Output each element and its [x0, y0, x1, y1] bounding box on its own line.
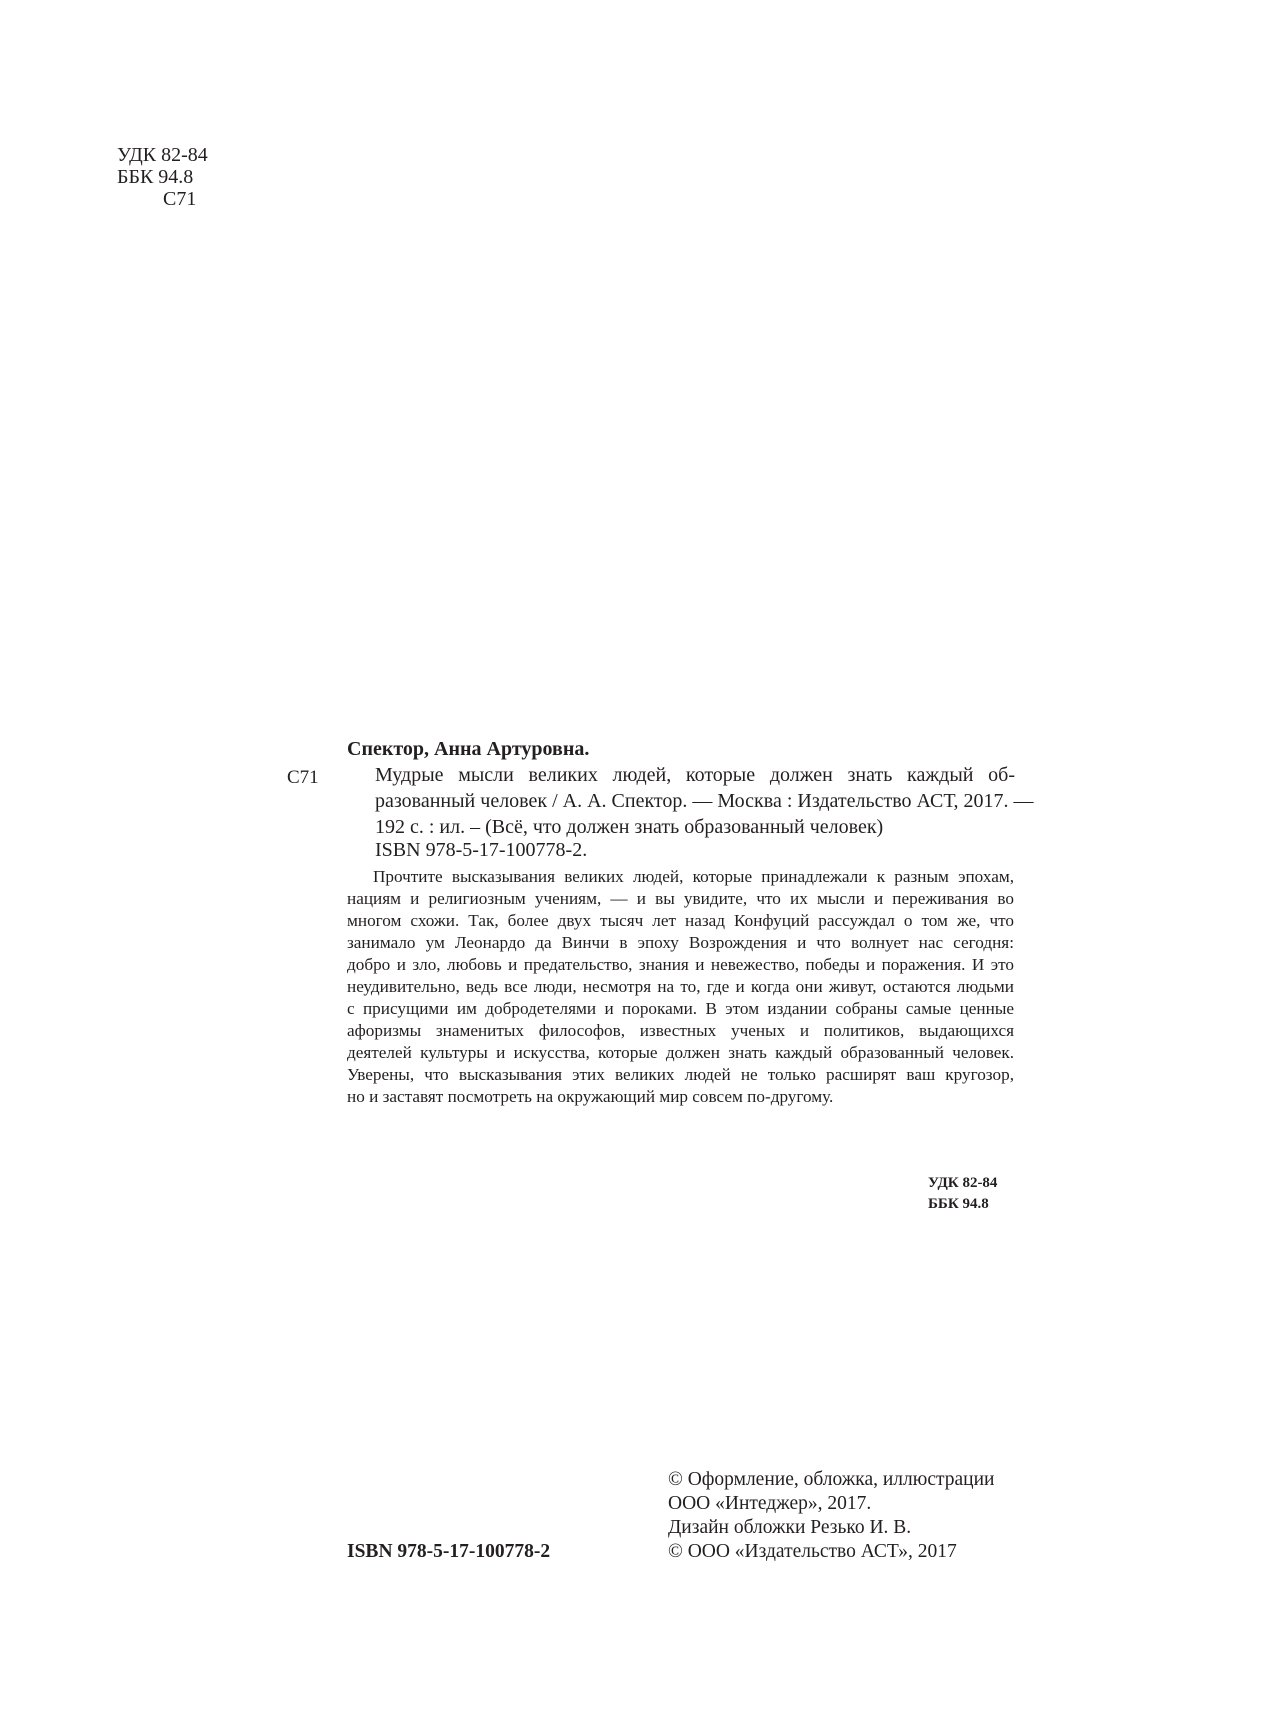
annotation-line: нациям и религиозным учениям, — и вы увидите, что их мысли и переживания во: [347, 889, 1014, 908]
annotation-line: Прочтите высказывания великих людей, которые принадлежали к разным эпохам,: [373, 867, 1014, 886]
author-sign: С71: [163, 188, 197, 210]
annotation-line: афоризмы знаменитых философов, известных ученых и политиков, выдающихся: [347, 1021, 1014, 1040]
annotation-line: занимало ум Леонардо да Винчи в эпоху Возрождения и что волнует нас сегодня:: [347, 933, 1014, 952]
bbk-code: ББК 94.8: [117, 166, 194, 188]
udk-code: УДК 82-84: [117, 144, 208, 166]
bbk-code: ББК 94.8: [928, 1196, 989, 1212]
citation-line: разованный человек / А. А. Спектор. — Москва : Издательство АСТ, 2017. —: [375, 790, 1034, 812]
annotation-paragraph: [347, 866, 1014, 1108]
catalog-isbn: ISBN 978-5-17-100778-2.: [375, 839, 588, 861]
copyright-line: ООО «Интеджер», 2017.: [668, 1493, 872, 1514]
copyright-block: [668, 1468, 994, 1564]
catalog-side-code: С71: [287, 767, 319, 788]
catalog-author: Спектор, Анна Артуровна.: [347, 738, 590, 760]
annotation-line: добро и зло, любовь и предательство, знания и невежество, победы и поражения. И это: [347, 955, 1014, 974]
copyright-line: © Оформление, обложка, иллюстрации: [668, 1469, 995, 1490]
annotation-line: многом схожи. Так, более двух тысяч лет назад Конфуций рассуждал о том же, что: [347, 911, 1014, 930]
catalog-citation: [375, 762, 1034, 840]
citation-line: Мудрые мысли великих людей, которые должен знать каждый об-: [375, 764, 1015, 786]
annotation-line: с присущими им добродетелями и пороками. В этом издании собраны самые ценные: [347, 999, 1014, 1018]
annotation-line: но и заставят посмотреть на окружающий мир совсем по-другому.: [347, 1087, 834, 1106]
annotation-line: деятелей культуры и искусства, которые должен знать каждый образованный человек.: [347, 1043, 1014, 1062]
bottom-classification-codes: [928, 1173, 997, 1215]
citation-line: 192 с. : ил. – (Всё, что должен знать образованный человек): [375, 816, 884, 838]
udk-code: УДК 82-84: [928, 1175, 998, 1191]
copyright-line: © ООО «Издательство АСТ», 2017: [668, 1541, 957, 1562]
annotation-line: неудивительно, ведь все люди, несмотря на то, где и когда они живут, остаются людьми: [347, 977, 1014, 996]
top-classification-codes: [117, 144, 208, 210]
copyright-line: Дизайн обложки Резько И. В.: [668, 1517, 912, 1538]
footer-isbn: ISBN 978-5-17-100778-2: [347, 1541, 551, 1562]
annotation-line: Уверены, что высказывания этих великих людей не только расширят ваш кругозор,: [347, 1065, 1014, 1084]
